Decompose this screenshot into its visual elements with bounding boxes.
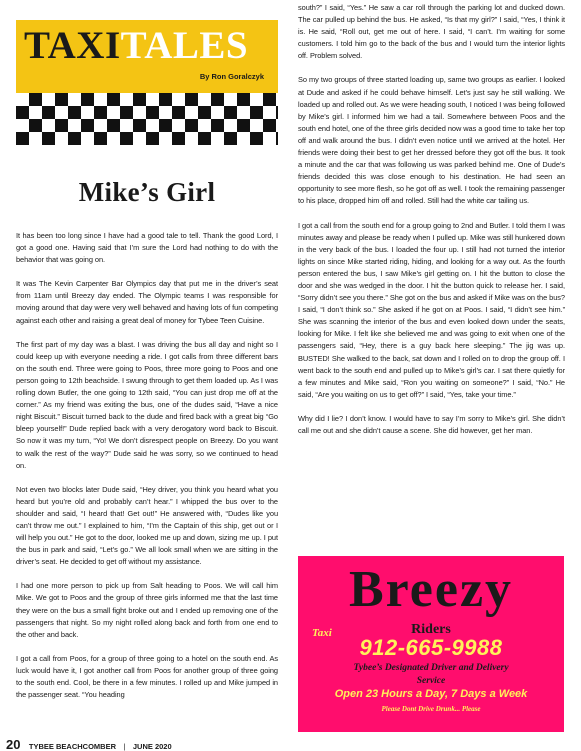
ad-brand: Breezy	[348, 561, 514, 618]
ad-phone-number: 912-665-9988	[359, 635, 503, 660]
paragraph: Not even two blocks later Dude said, “Hey driver, you think you heard what you heard but you’re old and probably can’t hear.” I whipped the bus over to the shoulder and said, “I heard that! Get out!” He answered with, “Dudes like you can’t throw me out.” I explained to him, “I’m the Captain of this ship, get out or I will help you out.” He got to the door, looked me up and down, sizing me up. I put the bus in park and said, “Let’s go.” We all look small when we are sitting in the driver’s seat. He decided to get off without my assistance.	[16, 484, 278, 567]
paragraph: Why did I lie? I don’t know. I would have to say I’m sorry to Mike’s girl. She didn’t call me out and she didn’t cause a scene. She did however, get her man.	[298, 413, 565, 435]
ad-tagline: Tybee’s Designated Driver and Delivery	[353, 663, 509, 673]
page-footer	[6, 736, 172, 751]
paragraph: It was The Kevin Carpenter Bar Olympics day that put me in the driver’s seat from 11am until Breezy day ended. The Olympic teams I was responsible for moving around that day were very well behaved and having lots of fun competing against each other and raising a great deal of money for Tybee Teen Cuisine.	[16, 279, 278, 325]
footer-separator: |	[123, 742, 126, 751]
left-column	[16, 20, 278, 713]
ad-taxi-label: Taxi	[312, 627, 332, 639]
ad-service-label: Service	[416, 676, 446, 686]
paragraph: I got a call from Poos, for a group of three going to a hotel on the south end. As luck would have it, I got another call from Poos for another group of three going to the south end. Cool, be there in a few minutes. I rolled up and Mike jumped in the passenger seat. “You heading	[16, 653, 278, 700]
taxi-tales-banner	[16, 20, 278, 145]
publication-name: TYBEE BEACHCOMBER	[28, 742, 117, 751]
column-title-part2: TALES	[120, 24, 249, 67]
page-number: 20	[6, 737, 21, 751]
ad-disclaimer: Please Dont Drive Drunk... Please	[381, 705, 481, 713]
paragraph: I had one more person to pick up from Salt heading to Poos. We will call him Mike. We got to Poos and the group of three girls informed me that the last time they were on the bus a small fight broke out and I ended up removing one of the passengers that night. So my night rolled along back and forth from one end to the other and back.	[16, 581, 278, 639]
author-byline: By Ron Goralczyk	[199, 72, 264, 81]
paragraph: So my two groups of three started loading up, same two groups as earlier. I looked at Dude and asked if he could behave himself. Let’s just say he still walking. We loaded up and rolled out. As we were heading south, I noticed I was being followed by Mike’s girl. I informed him we had a tail. Somewhere between Poos and the south end hotel, one of the three girls decided now was a good time to take her top off and walk around the bus. I didn’t even notice until we arrived at the hotel. Her friends were doing their best to get her dressed before they got off the bus. It took a minute and the car that was following us was parked behind me. One of Dude’s friends decided this was close enough to his destination. He had seen an opportunity to see more flesh, so he got off as well. I took the remaining passenger to his place, dropped him off and rolled. Still had the white car tailing us.	[298, 75, 565, 206]
paragraph: It has been too long since I have had a good tale to tell. Thank the good Lord, I got a good one. Having said that I’m sure the Lord had nothing to do with the behavior that was going on.	[16, 231, 278, 265]
checkered-pattern	[16, 93, 278, 145]
issue-date: JUNE 2020	[132, 742, 172, 751]
column-title-part1: TAXI	[24, 24, 121, 67]
paragraph: The first part of my day was a blast. I was driving the bus all day and night so I could keep up with everyone needing a ride. I got calls from three different bars on the south end. Three were going to Poos, three more going to Poos and one person going to 12th beachside. I swung through to get them loaded up. As I was rolling down Butler, the one going to 12th said, “You can just drop me off at the corner.” As my friend was exiting the bus, one of the dudes said, “Have a nice night Biscuit.” Biscuit turned back to the dude and fired back with a great big “Go bleep yourself!” Dude replied back with a very derogatory word back to Biscuit. So now it was my turn, “Yo! We don’t disrespect people on Breezy. Do you want to walk the rest of the way?” Dude said he was sorry, so we continued to head on.	[16, 339, 278, 470]
breezy-ad	[298, 556, 564, 732]
right-column	[298, 0, 565, 449]
ad-hours: Open 23 Hours a Day, 7 Days a Week	[334, 688, 528, 700]
paragraph: I got a call from the south end for a group going to 2nd and Butler. I told them I was minutes away and please be ready when I pulled up. Mike was still hunkered down in the very back of the bus. I loaded the four up. I still had not turned the interior lights on since Mike started riding, hiding, and looking for a way out. As the fourth person entered the bus, I saw Mike’s girl getting on. I hit the button to close the door and she was wedged in the door. I hit the button quick to release her. I said, “Sorry didn’t see you there.” She got on the bus and asked if Mike was on the bus? I said, “I don’t think so.” She asked if he got on at Poos. I said, “I didn’t see him.” She was scanning the interior of the bus and even looked down under the seats, looking for Mike. I felt like she believed me and was going to exit when one of the passengers said, “Hey, there is a guy back here sleeping.” The jig was up. BUSTED! She walked to the back, sat down and I rolled on to drop the group off. I went back to the south end and pulled up to Mike’s girl’s car. I sat there quietly for a few minutes and Mike said, “Ron you waiting on someone?” I said, “No.” He said, “Are you waiting on us to get off?” I said, “Yes, take your time.”	[298, 220, 565, 399]
article-body-left	[16, 230, 278, 701]
column-title	[24, 26, 248, 65]
article-body-right	[298, 2, 565, 437]
paragraph: south?” I said, “Yes.” He saw a car roll through the parking lot and ducked down. The car pulled up behind the bus. He asked, “Is that my girl?” I said, “Yes, I think it is. He said, “Roll out, get me out of here. I said, “I can’t. I’m waiting for some customers. I told him go to the back of the bus and I would turn the interior lights off. Problem solved.	[298, 3, 565, 61]
article-title: Mike’s Girl	[78, 177, 216, 207]
ad-riders-label: Riders	[411, 622, 451, 637]
